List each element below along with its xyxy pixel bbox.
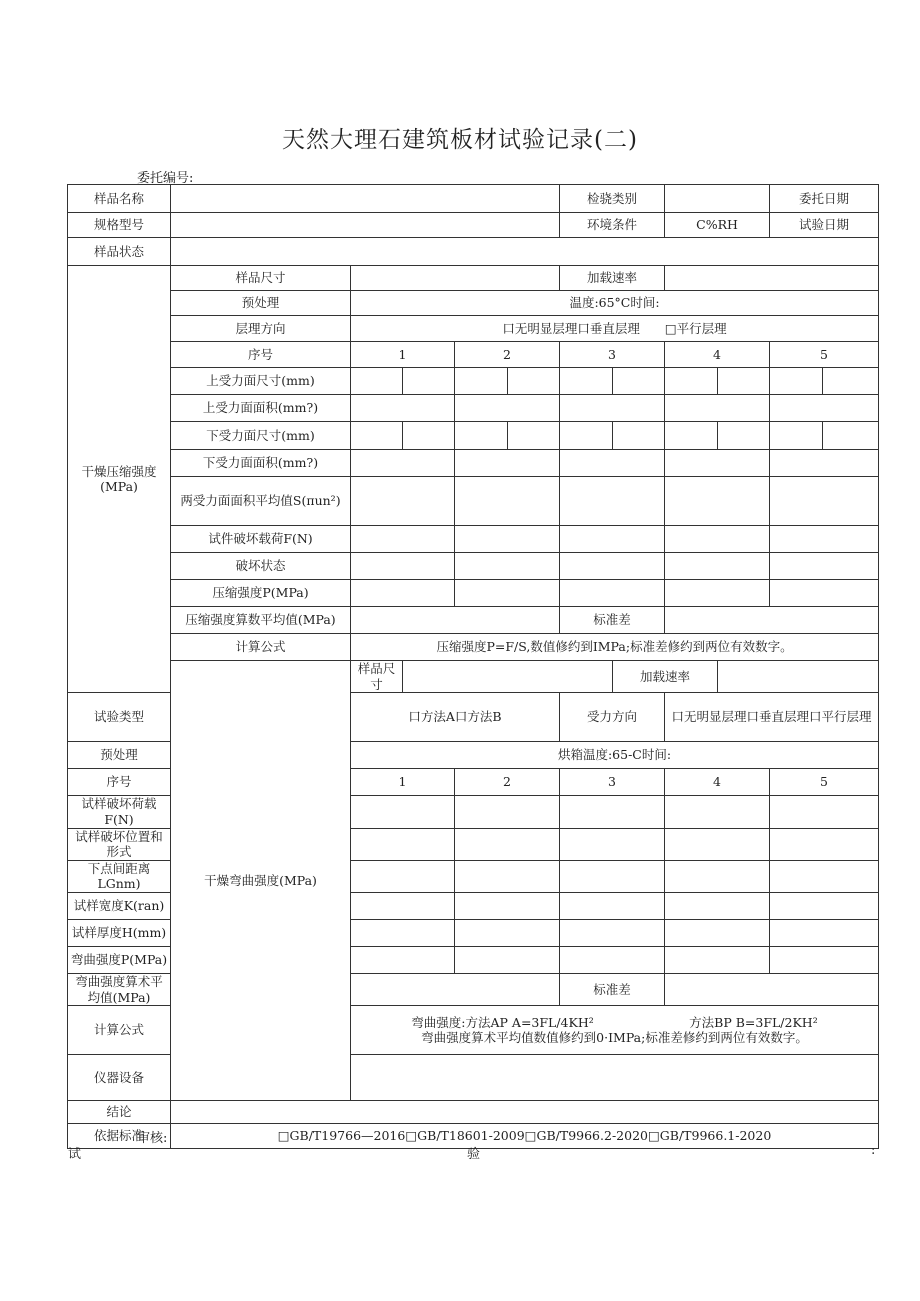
bending-std-dev-value[interactable] [665, 974, 879, 1006]
lower-size-cell[interactable] [770, 422, 823, 450]
conclusion-value[interactable] [171, 1101, 879, 1124]
break-state-cell[interactable] [351, 553, 455, 580]
sample-state-value[interactable] [171, 238, 879, 266]
break-position-label: 试样破坏位置和形式 [68, 828, 171, 860]
lower-area-cell[interactable] [560, 450, 665, 477]
bending-std-dev-label: 标准差 [560, 974, 665, 1006]
compression-avg-strength-value[interactable] [351, 607, 560, 634]
bending-seq-1: 1 [351, 769, 455, 796]
bending-strength-cell[interactable] [351, 947, 455, 974]
compression-row-avg-strength [68, 607, 879, 634]
sample-width-label: 试样宽度K(ran) [68, 893, 171, 920]
commission-number-label: 委托编号: [137, 171, 194, 186]
compression-section-title: 干燥压缩强度(MPa) [68, 266, 171, 693]
upper-size-cell[interactable] [770, 368, 823, 395]
spec-model-value[interactable] [171, 213, 560, 238]
header-row-1 [68, 185, 879, 213]
break-position-cell[interactable] [560, 828, 665, 860]
upper-size-cell[interactable] [351, 368, 403, 395]
compression-seq-2: 2 [455, 342, 560, 368]
upper-size-cell[interactable] [823, 368, 879, 395]
signature-label-mid: 验 [467, 1147, 481, 1162]
formula-method-a: 弯曲强度:方法AP A=3FL/4KH² [411, 1014, 594, 1030]
bending-seq-4: 4 [665, 769, 770, 796]
lower-size-label: 下受力面尺寸(mm) [171, 422, 351, 450]
bending-strength-cell[interactable] [560, 947, 665, 974]
equipment-value[interactable] [351, 1055, 879, 1101]
lower-size-cell[interactable] [823, 422, 879, 450]
upper-size-cell[interactable] [455, 368, 508, 395]
bending-strength-label: 弯曲强度P(MPa) [68, 947, 171, 974]
upper-size-cell[interactable] [718, 368, 770, 395]
env-condition-value[interactable]: C%RH [665, 213, 770, 238]
sample-thickness-cell[interactable] [770, 920, 879, 947]
bending-row-size [68, 661, 879, 693]
lower-area-cell[interactable] [455, 450, 560, 477]
compression-row-break-state [68, 553, 879, 580]
upper-size-cell[interactable] [560, 368, 613, 395]
compression-pretreatment-value[interactable]: 温度:65°C时间: [351, 291, 879, 316]
signature-label-right: : [871, 1143, 876, 1158]
sample-thickness-label: 试样厚度H(mm) [68, 920, 171, 947]
bending-sample-size-label: 样品尺寸 [351, 661, 403, 693]
sample-thickness-cell[interactable] [455, 920, 560, 947]
test-type-options[interactable]: 口方法A口方法B [351, 693, 560, 742]
lower-size-cell[interactable] [718, 422, 770, 450]
compression-strength-cell[interactable] [455, 580, 560, 607]
sample-width-cell[interactable] [770, 893, 879, 920]
upper-area-cell[interactable] [351, 395, 455, 422]
force-direction-label: 受力方向 [560, 693, 665, 742]
bedding-direction-options[interactable]: 口无明显层理口垂直层理 □平行层理 [351, 316, 879, 342]
bending-break-load-cell[interactable] [455, 796, 560, 828]
upper-size-cell[interactable] [613, 368, 665, 395]
avg-area-cell[interactable] [455, 477, 560, 526]
compression-row-avg-area [68, 477, 879, 526]
lower-area-cell[interactable] [351, 450, 455, 477]
compression-seq-label: 序号 [171, 342, 351, 368]
lower-span-label: 下点间距离LGnm) [68, 860, 171, 892]
compression-seq-1: 1 [351, 342, 455, 368]
compression-row-bedding [68, 316, 879, 342]
upper-size-cell[interactable] [508, 368, 560, 395]
compression-break-load-cell[interactable] [560, 526, 665, 553]
bending-seq-3: 3 [560, 769, 665, 796]
bending-formula-text [351, 1006, 879, 1055]
bending-formula-label: 计算公式 [68, 1006, 171, 1055]
compression-std-dev-value[interactable] [665, 607, 879, 634]
bending-strength-cell[interactable] [455, 947, 560, 974]
test-record-table [67, 184, 879, 1149]
break-state-cell[interactable] [770, 553, 879, 580]
env-condition-label: 环境条件 [560, 213, 665, 238]
upper-area-label: 上受力面面积(mm?) [171, 395, 351, 422]
compression-strength-cell[interactable] [351, 580, 455, 607]
lower-area-cell[interactable] [770, 450, 879, 477]
spec-model-label: 规格型号 [68, 213, 171, 238]
sample-width-cell[interactable] [351, 893, 455, 920]
lower-size-cell[interactable] [455, 422, 508, 450]
avg-area-cell[interactable] [351, 477, 455, 526]
compression-formula-text: 压缩强度P=F/S,数值修约到IMPa;标准差修约到两位有效数字。 [351, 634, 879, 661]
conclusion-row [68, 1101, 879, 1124]
lower-span-cell[interactable] [560, 860, 665, 892]
formula-method-b: 方法BP B=3FL/2KH² [689, 1014, 818, 1030]
sample-thickness-cell[interactable] [560, 920, 665, 947]
break-state-cell[interactable] [455, 553, 560, 580]
standard-label: 依据标准 [68, 1124, 171, 1149]
compression-sample-size-label: 样品尺寸 [171, 266, 351, 291]
lower-size-cell[interactable] [508, 422, 560, 450]
sample-width-cell[interactable] [455, 893, 560, 920]
upper-area-cell[interactable] [770, 395, 879, 422]
break-state-cell[interactable] [665, 553, 770, 580]
compression-pretreatment-label: 预处理 [171, 291, 351, 316]
compression-row-strength [68, 580, 879, 607]
equipment-label: 仪器设备 [68, 1055, 171, 1101]
lower-span-cell[interactable] [665, 860, 770, 892]
compression-loading-rate-value[interactable] [665, 266, 879, 291]
upper-size-cell[interactable] [403, 368, 455, 395]
lower-span-cell[interactable] [455, 860, 560, 892]
formula-rounding: 弯曲强度算术平均值数值修约到0·IMPa;标准差修约到两位有效数字。 [421, 1030, 808, 1046]
bending-loading-rate-label: 加载速率 [613, 661, 718, 693]
upper-size-label: 上受力面尺寸(mm) [171, 368, 351, 395]
bending-seq-label: 序号 [68, 769, 171, 796]
sample-state-label: 样品状态 [68, 238, 171, 266]
compression-break-load-label: 试件破坏载荷F(N) [171, 526, 351, 553]
signature-label-left: 试 [68, 1147, 82, 1162]
upper-area-cell[interactable] [455, 395, 560, 422]
lower-span-cell[interactable] [351, 860, 455, 892]
bending-strength-cell[interactable] [665, 947, 770, 974]
bending-sample-size-value[interactable] [403, 661, 613, 693]
lower-size-cell[interactable] [351, 422, 403, 450]
compression-row-seq [68, 342, 879, 368]
avg-area-cell[interactable] [560, 477, 665, 526]
compression-break-load-cell[interactable] [770, 526, 879, 553]
lower-span-cell[interactable] [770, 860, 879, 892]
bending-section-title: 干燥弯曲强度(MPa) [171, 661, 351, 1101]
sample-thickness-cell[interactable] [351, 920, 455, 947]
compression-std-dev-label: 标准差 [560, 607, 665, 634]
bending-avg-strength-label: 弯曲强度算术平均值(MPa) [68, 974, 171, 1006]
lower-area-cell[interactable] [665, 450, 770, 477]
compression-strength-cell[interactable] [770, 580, 879, 607]
lower-size-cell[interactable] [560, 422, 613, 450]
break-position-cell[interactable] [770, 828, 879, 860]
break-state-cell[interactable] [560, 553, 665, 580]
compression-strength-cell[interactable] [560, 580, 665, 607]
compression-row-upper-area [68, 395, 879, 422]
bending-pretreatment-value[interactable]: 烘箱温度:65-C时间: [351, 742, 879, 769]
compression-avg-strength-label: 压缩强度算数平均值(MPa) [171, 607, 351, 634]
lower-size-cell[interactable] [613, 422, 665, 450]
inspection-type-label: 检骁类别 [560, 185, 665, 213]
lower-size-cell[interactable] [665, 422, 718, 450]
compression-break-load-cell[interactable] [455, 526, 560, 553]
compression-row-pretreat [68, 291, 879, 316]
compression-row-formula [68, 634, 879, 661]
sample-thickness-cell[interactable] [665, 920, 770, 947]
conclusion-label: 结论 [68, 1101, 171, 1124]
bending-break-load-label: 试样破坏荷载F(N) [68, 796, 171, 828]
avg-area-cell[interactable] [665, 477, 770, 526]
bending-seq-5: 5 [770, 769, 879, 796]
bending-avg-strength-value[interactable] [351, 974, 560, 1006]
compression-break-load-cell[interactable] [351, 526, 455, 553]
upper-size-cell[interactable] [665, 368, 718, 395]
upper-area-cell[interactable] [560, 395, 665, 422]
compression-strength-cell[interactable] [665, 580, 770, 607]
compression-formula-label: 计算公式 [171, 634, 351, 661]
commission-date-label: 委托日期 [770, 185, 879, 213]
compression-row-size [68, 266, 879, 291]
break-position-cell[interactable] [665, 828, 770, 860]
bending-loading-rate-value[interactable] [718, 661, 879, 693]
compression-break-load-cell[interactable] [665, 526, 770, 553]
sample-width-cell[interactable] [665, 893, 770, 920]
avg-area-cell[interactable] [770, 477, 879, 526]
compression-row-break-load [68, 526, 879, 553]
test-date-label: 试验日期 [770, 213, 879, 238]
sample-width-cell[interactable] [560, 893, 665, 920]
page-title: 天然大理石建筑板材试验记录(二) [282, 127, 638, 153]
standard-options[interactable]: □GB/T19766—2016□GB/T18601-2009□GB/T9966.2-2020□GB/T9966.1-2020 [171, 1124, 879, 1149]
compression-row-lower-area [68, 450, 879, 477]
test-type-label: 试验类型 [68, 693, 171, 742]
bending-break-load-cell[interactable] [665, 796, 770, 828]
compression-sample-size-value[interactable] [351, 266, 560, 291]
bedding-direction-label: 层理方向 [171, 316, 351, 342]
header-row-3 [68, 238, 879, 266]
compression-seq-4: 4 [665, 342, 770, 368]
bending-break-load-cell[interactable] [770, 796, 879, 828]
lower-size-cell[interactable] [403, 422, 455, 450]
compression-seq-5: 5 [770, 342, 879, 368]
compression-loading-rate-label: 加载速率 [560, 266, 665, 291]
sample-name-label: 样品名称 [68, 185, 171, 213]
bending-break-load-cell[interactable] [351, 796, 455, 828]
upper-area-cell[interactable] [665, 395, 770, 422]
compression-strength-label: 压缩强度P(MPa) [171, 580, 351, 607]
avg-area-label: 两受力面面积平均值S(πun²) [171, 477, 351, 526]
inspection-type-value[interactable] [665, 185, 770, 213]
bending-break-load-cell[interactable] [560, 796, 665, 828]
review-label: 审核: [137, 1131, 168, 1146]
compression-seq-3: 3 [560, 342, 665, 368]
break-position-cell[interactable] [455, 828, 560, 860]
break-state-label: 破坏状态 [171, 553, 351, 580]
force-direction-options[interactable]: 口无明显层理口垂直层理口平行层理 [665, 693, 879, 742]
break-position-cell[interactable] [351, 828, 455, 860]
bending-pretreatment-label: 预处理 [68, 742, 171, 769]
sample-name-value[interactable] [171, 185, 560, 213]
bending-strength-cell[interactable] [770, 947, 879, 974]
compression-row-lower-size [68, 422, 879, 450]
lower-area-label: 下受力面面积(mm?) [171, 450, 351, 477]
header-row-2 [68, 213, 879, 238]
compression-row-upper-size [68, 368, 879, 395]
bending-seq-2: 2 [455, 769, 560, 796]
